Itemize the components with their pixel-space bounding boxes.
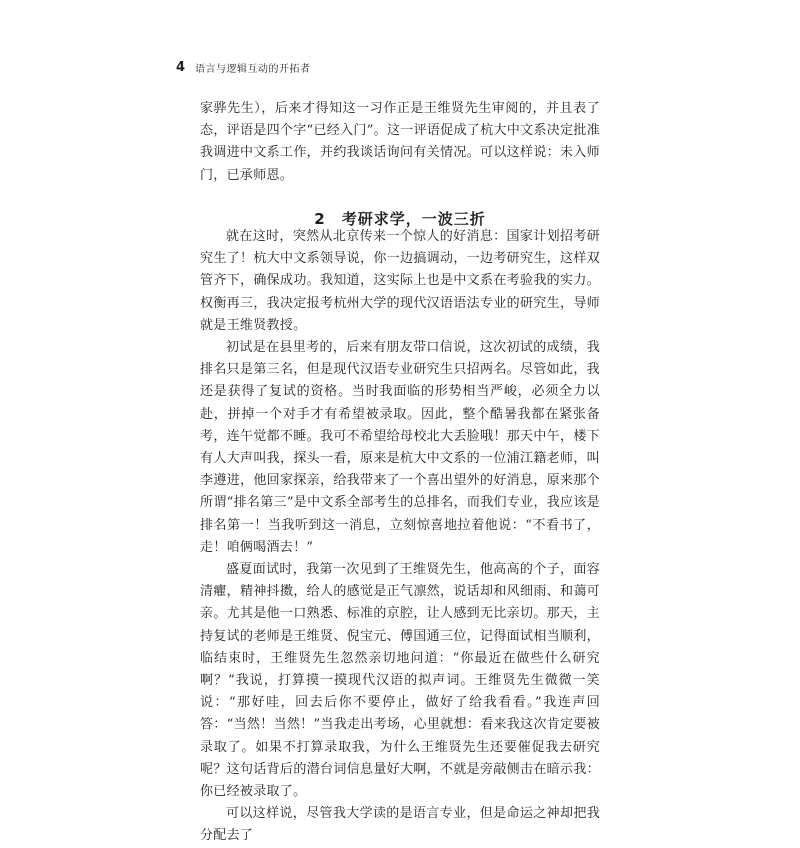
section-number: 2 [314, 210, 326, 228]
book-title: 语言与逻辑互动的开拓者 [195, 63, 311, 75]
paragraph: 家骅先生），后来才得知这一习作正是王维贤先生审阅的，并且表了态，评语是四个字“已经入门”。这一评语促成了杭大中文系决定批准我调进中文系工作，并约我谈话询问有关情况。可以这样说：未入师门，已承师恩。 [200, 101, 600, 183]
section-title: 考研求学，一波三折 [341, 210, 486, 228]
paragraph: 初试是在县里考的，后来有朋友带口信说，这次初试的成绩，我排名只是第三名，但是现代汉语专业研究生只招两名。尽管如此，我还是获得了复试的资格。当时我面临的形势相当严峻，必须全力以赴，拼掉一个对手才有希望被录取。因此，整个酷暑我都在紧张备考，连午觉都不睡。我可不希望给母校北大丢脸哦！那天中午，楼下有人大声叫我，探头一看，原来是杭大中文系的一位浦江籍老师，叫李遵进，他回家探亲，给我带来了一个喜出望外的好消息，原来那个所谓“排名第三”是中文系全部考生的总排名，而我们专业，我应该是排名第一！当我听到这一消息，立刻惊喜地拉着他说：“不看书了，走！咱俩喝酒去！” [200, 340, 600, 555]
paragraph: 就在这时，突然从北京传来一个惊人的好消息：国家计划招考研究生了！杭大中文系领导说，你一边搞调动，一边考研究生，这样双管齐下，确保成功。我知道，这实际上也是中文系在考验我的实力。权衡再三，我决定报考杭州大学的现代汉语语法专业的研究生，导师就是王维贤教授。 [200, 229, 600, 333]
continuation-text [200, 98, 600, 187]
section-body [200, 226, 600, 848]
page-number: 4 [176, 59, 186, 75]
running-head [176, 58, 311, 76]
paragraph: 盛夏面试时，我第一次见到了王维贤先生，他高高的个子，面容清癯，精神抖擞，给人的感觉是正气凛然，说话却和风细雨、和蔼可亲。尤其是他一口熟悉、标准的京腔，让人感到无比亲切。那天，主持复试的老师是王维贤、倪宝元、傅国通三位，记得面试相当顺利，临结束时，王维贤先生忽然亲切地问道：“你最近在做些什么研究啊？”我说，打算摸一摸现代汉语的拟声词。王维贤先生微微一笑说：“那好哇，回去后你不要停止，做好了给我看看。”我连声回答：“当然！当然！”当我走出考场，心里就想：看来我这次肯定要被录取了。如果不打算录取我，为什么王维贤先生还要催促我去研究呢？这句话背后的潜台词信息量好大啊，不就是旁敲侧击在暗示我：你已经被录取了。 [200, 562, 600, 800]
paragraph: 可以这样说，尽管我大学读的是语言专业，但是命运之神却把我分配去了 [200, 806, 600, 844]
